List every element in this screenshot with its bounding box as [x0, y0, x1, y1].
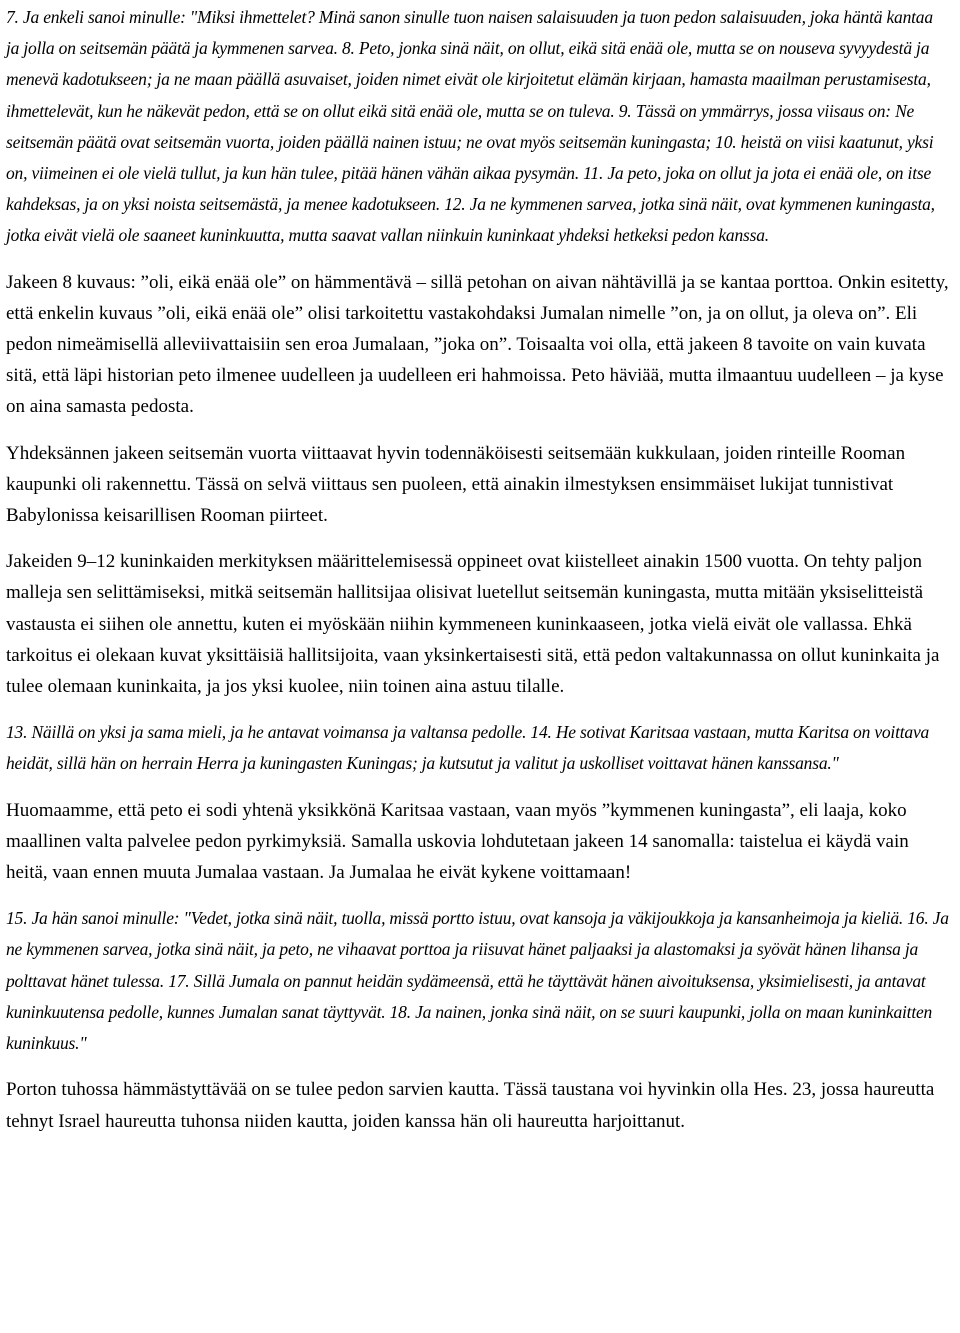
scripture-quote-verses-7-12: 7. Ja enkeli sanoi minulle: "Miksi ihmettelet? Minä sanon sinulle tuon naisen salaisuuden ja tuon pedon salaisuuden, joka häntä kantaa ja jolla on seitsemän päätä ja kymmenen sarvea. 8. Peto, jonka sinä näit, on ollut, eikä sitä enää ole, mutta se on nouseva syvyydestä ja menevä kadotukseen; ja ne maan päällä asuvaiset, joiden nimet eivät ole kirjoitetut elämän kirjaan, hamasta maailman perustamisesta, ihmettelevät, kun he näkevät pedon, että se on ollut eikä sitä enää ole, mutta se on tuleva. 9. Tässä on ymmärrys, jossa viisaus on: Ne seitsemän päätä ovat seitsemän vuorta, joiden päällä nainen istuu; ne ovat myös seitsemän kuningasta; 10. heistä on viisi kaatunut, yksi on, viimeinen ei ole vielä tullut, ja kun hän tulee, pitää hänen vähän aikaa pysymän. 11. Ja peto, joka on ollut ja jota ei enää ole, on itse kahdeksas, ja on yksi noista seitsemästä, ja menee kadotukseen. 12. Ja ne kymmenen sarvea, jotka sinä näit, ovat kymmenen kuningasta, jotka eivät vielä ole saaneet kuninkuutta, mutta saavat vallan niinkuin kuninkaat yhdeksi hetkeksi pedon kanssa. [6, 7, 935, 246]
commentary-verse-14: Huomaamme, että peto ei sodi yhtenä yksikkönä Karitsaa vastaan, vaan myös ”kymmenen kuningasta”, eli laaja, koko maallinen valta palvelee pedon pyrkimyksiä. Samalla uskovia lohdutetaan jakeen 14 sanomalla: taistelua ei käydä vain heitä, vaan ennen muuta Jumalaa vastaan. Ja Jumalaa he eivät kykene voittamaan! [6, 799, 909, 884]
commentary-verse-8: Jakeen 8 kuvaus: ”oli, eikä enää ole” on hämmentävä – sillä petohan on aivan nähtävillä ja se kantaa porttoa. Onkin esitetty, että enkelin kuvaus ”oli, eikä enää ole” olisi tarkoitettu vastakohdaksi Jumalan nimelle ”on, ja on ollut, ja oleva on”. Eli pedon nimeämisellä alleviivattaisiin sen eroa Jumalaan, ”joka on”. Toisaalta voi olla, että jakeen 8 tavoite on vain kuvata sitä, että läpi historian peto ilmenee uudelleen ja uudelleen eri hahmoissa. Peto häviää, mutta ilmaantuu uudelleen – ja kyse on aina samasta pedosta. [6, 271, 949, 418]
scripture-quote-verses-13-14: 13. Näillä on yksi ja sama mieli, ja he antavat voimansa ja valtansa pedolle. 14. He sotivat Karitsaa vastaan, mutta Karitsa on voittava heidät, sillä hän on herrain Herra ja kuningasten Kuningas; ja kutsutut ja valitut ja uskolliset voittavat hänen kanssansa." [6, 722, 930, 774]
document-page [6, 2, 950, 1152]
commentary-harlot-destruction: Porton tuhossa hämmästyttävää on se tulee pedon sarvien kautta. Tässä taustana voi hyvinkin olla Hes. 23, jossa haureutta tehnyt Israel haureutta tuhonsa niiden kautta, joiden kanssa hän oli haureutta harjoittanut. [6, 1079, 935, 1132]
scripture-quote-verses-15-18: 15. Ja hän sanoi minulle: "Vedet, jotka sinä näit, tuolla, missä portto istuu, ovat kansoja ja väkijoukkoja ja kansanheimoja ja kieliä. 16. Ja ne kymmenen sarvea, jotka sinä näit, ja peto, ne vihaavat porttoa ja riisuvat hänet paljaaksi ja alastomaksi ja syövät hänen lihansa ja polttavat hänet tulessa. 17. Sillä Jumala on pannut heidän sydämeensä, että he täyttävät hänen aivoituksensa, yksimielisesti, ja antavat kuninkuutensa pedolle, kunnes Jumalan sanat täyttyvät. 18. Ja nainen, jonka sinä näit, on se suuri kaupunki, jolla on maan kuninkaitten kuninkuus." [6, 908, 949, 1054]
commentary-verse-9: Yhdeksännen jakeen seitsemän vuorta viittaavat hyvin todennäköisesti seitsemään kukkulaan, joiden rinteille Rooman kaupunki oli rakennettu. Tässä on selvä viittaus sen puoleen, että ainakin ilmestyksen ensimmäiset lukijat tunnistivat Babylonissa keisarillisen Rooman piirteet. [6, 442, 906, 527]
commentary-verses-9-12: Jakeiden 9–12 kuninkaiden merkityksen määrittelemisessä oppineet ovat kiistelleet ainakin 1500 vuotta. On tehty paljon malleja sen selittämiseksi, mitkä seitsemän hallitsijaa olisivat luetellut seitsemän kuningasta, mutta mitään yksiselitteistä vastausta ei siihen ole annettu, kuten ei myöskään niihin kymmeneen kuninkaaseen, jotka vielä eivät ole vallassa. Ehkä tarkoitus ei olekaan kuvat yksittäisiä hallitsijoita, vaan yksinkertaisesti sitä, että pedon valtakunnassa on ollut kuninkaita ja tulee olemaan kuninkaita, ja jos yksi kuolee, niin toinen aina astuu tilalle. [6, 551, 940, 698]
